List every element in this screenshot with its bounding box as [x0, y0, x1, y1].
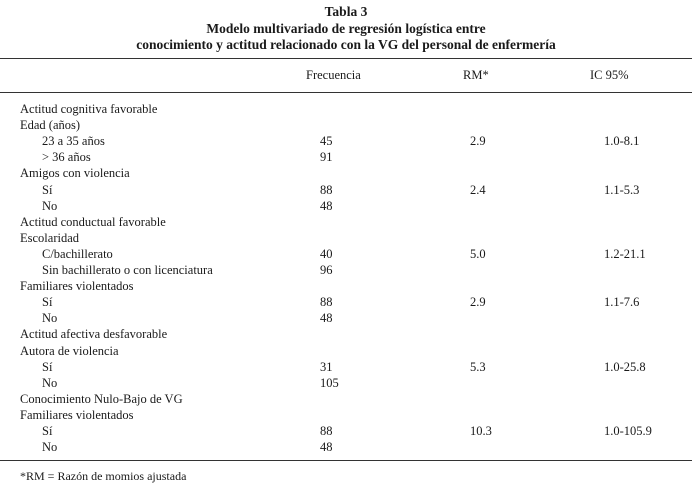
- row-label: 23 a 35 años: [42, 134, 105, 149]
- row-label: Actitud cognitiva favorable: [20, 102, 158, 116]
- freq-cell: 105: [320, 375, 339, 390]
- table-title-line-1: Modelo multivariado de regresión logística entre: [206, 20, 486, 36]
- table-number: Tabla 3: [324, 4, 368, 19]
- table-row: [0, 117, 692, 133]
- row-label: C/bachillerato: [42, 246, 113, 261]
- table-row: [0, 407, 692, 423]
- row-label: Familiares violentados: [20, 407, 134, 422]
- row-label: No: [42, 198, 58, 213]
- table-row: [0, 391, 692, 407]
- rm-cell: 2.9: [470, 134, 486, 149]
- row-label: Sí: [42, 424, 53, 438]
- table-row: [0, 310, 692, 326]
- freq-cell: 45: [320, 134, 333, 149]
- freq-cell: 88: [320, 295, 333, 310]
- header-rm: RM*: [463, 68, 489, 82]
- freq-cell: 48: [320, 440, 333, 455]
- table-row: [0, 375, 692, 391]
- table-row: [0, 165, 692, 181]
- rm-cell: 2.9: [470, 295, 486, 310]
- header-rule: [0, 92, 692, 93]
- row-label: Conocimiento Nulo-Bajo de VG: [20, 391, 183, 406]
- table-row: [0, 230, 692, 246]
- table-row: [0, 133, 692, 149]
- rm-cell: 5.0: [470, 246, 486, 261]
- freq-cell: 48: [320, 198, 333, 213]
- footnote: *RM = Razón de momios ajustada: [20, 469, 187, 483]
- row-label: No: [42, 440, 58, 455]
- table-row: [0, 246, 692, 262]
- row-label: Sin bachillerato o con licenciatura: [42, 263, 213, 277]
- freq-cell: 40: [320, 246, 333, 261]
- row-label: Sí: [42, 359, 53, 374]
- table-row: [0, 198, 692, 214]
- freq-cell: 96: [320, 263, 333, 277]
- row-label: Edad (años): [20, 118, 81, 133]
- ic-cell: 1.0-105.9: [604, 424, 652, 438]
- freq-cell: 88: [320, 182, 333, 197]
- row-label: Escolaridad: [20, 230, 80, 245]
- table-row: [0, 326, 692, 342]
- table-row: [0, 343, 692, 359]
- table-row: [0, 294, 692, 310]
- table-row: [0, 149, 692, 165]
- row-label: Actitud conductual favorable: [20, 214, 166, 229]
- table-row: [0, 262, 692, 278]
- freq-cell: 31: [320, 359, 333, 374]
- ic-cell: 1.1-7.6: [604, 295, 640, 310]
- table-row: [0, 439, 692, 455]
- table-row: [0, 278, 692, 294]
- row-label: Sí: [42, 295, 53, 310]
- rm-cell: 2.4: [470, 182, 486, 197]
- table-title-line-2: conocimiento y actitud relacionado con la VG del personal de enfermería: [136, 37, 556, 52]
- freq-cell: 48: [320, 311, 333, 326]
- table-row: [0, 359, 692, 375]
- header-ic: IC 95%: [590, 68, 629, 82]
- ic-cell: 1.0-8.1: [604, 134, 640, 149]
- ic-cell: 1.0-25.8: [604, 359, 646, 374]
- row-label: No: [42, 375, 58, 390]
- ic-cell: 1.2-21.1: [604, 246, 646, 261]
- top-rule: [0, 58, 692, 59]
- bottom-rule: [0, 460, 692, 461]
- table-title-block: [0, 4, 692, 54]
- table-row: [0, 182, 692, 198]
- rm-cell: 5.3: [470, 359, 486, 374]
- row-label: > 36 años: [42, 150, 91, 165]
- ic-cell: 1.1-5.3: [604, 182, 640, 197]
- row-label: Familiares violentados: [20, 279, 134, 294]
- row-label: Autora de violencia: [20, 343, 119, 358]
- table-row: [0, 423, 692, 439]
- row-label: No: [42, 311, 58, 326]
- row-label: Actitud afectiva desfavorable: [20, 327, 168, 342]
- freq-cell: 88: [320, 424, 333, 438]
- table-row: [0, 214, 692, 230]
- row-label: Sí: [42, 182, 53, 197]
- freq-cell: 91: [320, 150, 333, 165]
- header-frecuencia: Frecuencia: [306, 68, 361, 82]
- row-label: Amigos con violencia: [20, 166, 130, 181]
- table-row: [0, 101, 692, 117]
- rm-cell: 10.3: [470, 424, 492, 438]
